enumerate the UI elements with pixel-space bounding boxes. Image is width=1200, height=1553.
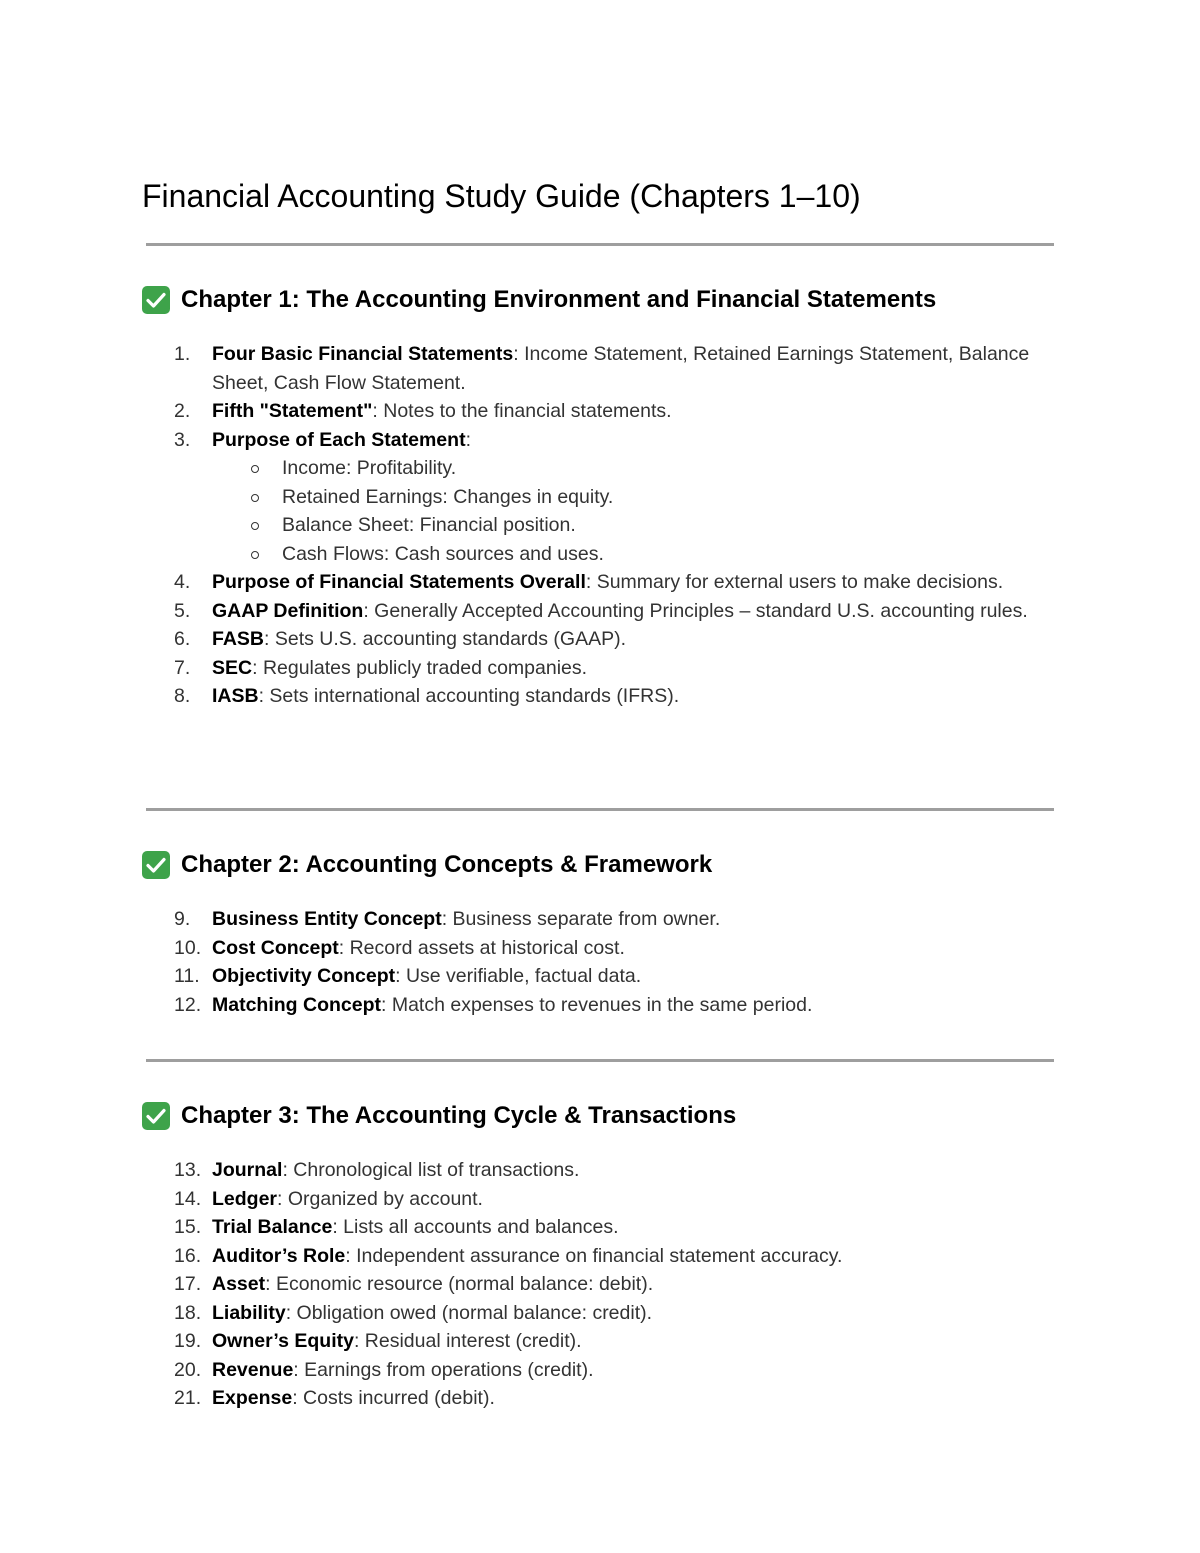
- sub-list: [212, 454, 1065, 568]
- item-term: Purpose of Each Statement: [212, 428, 466, 451]
- hollow-circle-bullet-icon: [251, 522, 259, 530]
- item-description: : Organized by account.: [277, 1187, 483, 1210]
- list-item: [0, 426, 1200, 569]
- item-description: : Summary for external users to make decisions.: [585, 571, 1004, 593]
- item-description: :: [465, 428, 471, 451]
- chapter-1-list: [0, 340, 1200, 711]
- item-term: Cost Concept: [212, 936, 339, 959]
- item-term: Trial Balance: [212, 1216, 333, 1238]
- item-description: : Record assets at historical cost.: [338, 936, 625, 959]
- item-number: 20.: [174, 1358, 202, 1381]
- divider: [146, 1059, 1054, 1062]
- item-number: 11.: [174, 965, 200, 987]
- item-number: 21.: [174, 1387, 202, 1409]
- item-term: Journal: [212, 1159, 283, 1181]
- sub-list-item: [212, 511, 1065, 540]
- item-description: : Chronological list of transactions.: [282, 1159, 580, 1181]
- item-term: Owner’s Equity: [212, 1330, 354, 1352]
- item-description: : Generally Accepted Accounting Principles – standard U.S. accounting rules.: [363, 599, 1028, 622]
- item-term: Revenue: [212, 1358, 294, 1381]
- list-item: [0, 934, 1200, 963]
- item-term: Expense: [212, 1387, 293, 1409]
- divider: [146, 808, 1054, 811]
- item-term: Business Entity Concept: [212, 908, 442, 930]
- check-mark-icon: [142, 286, 170, 314]
- list-item: [0, 597, 1200, 626]
- item-term: IASB: [212, 685, 259, 707]
- item-number: 4.: [174, 571, 191, 593]
- hollow-circle-bullet-icon: [251, 465, 259, 473]
- list-item: [0, 1185, 1200, 1214]
- list-item: [0, 1156, 1200, 1185]
- list-item: [0, 1213, 1200, 1242]
- item-number: 8.: [174, 685, 191, 707]
- list-item: [0, 1242, 1200, 1271]
- sub-item-text: Balance Sheet: Financial position.: [282, 514, 576, 536]
- list-item: [0, 1327, 1200, 1356]
- item-description: : Sets U.S. accounting standards (GAAP).: [264, 628, 627, 650]
- chapter-2-title: Chapter 2: Accounting Concepts & Framework: [181, 851, 713, 878]
- item-number: 18.: [174, 1301, 202, 1324]
- chapter-1-title: Chapter 1: The Accounting Environment and Financial Statements: [181, 286, 937, 313]
- list-item: [0, 625, 1200, 654]
- item-description: : Regulates publicly traded companies.: [252, 656, 588, 679]
- chapter-2-heading: [142, 849, 712, 881]
- item-description: : Obligation owed (normal balance: credit).: [285, 1301, 653, 1324]
- item-term: Matching Concept: [212, 993, 381, 1016]
- list-item: [0, 1356, 1200, 1385]
- hollow-circle-bullet-icon: [251, 551, 259, 559]
- item-description: : Business separate from owner.: [441, 908, 721, 930]
- item-description: : Costs incurred (debit).: [292, 1387, 495, 1409]
- item-term: Ledger: [212, 1187, 278, 1210]
- item-number: 14.: [174, 1187, 202, 1210]
- sub-item-text: Retained Earnings: Changes in equity.: [282, 485, 614, 508]
- chapter-3-heading: [142, 1100, 736, 1132]
- list-item: [0, 991, 1200, 1020]
- list-item: [0, 1270, 1200, 1299]
- item-number: 2.: [174, 400, 191, 422]
- item-term: Four Basic Financial Statements: [212, 343, 514, 365]
- item-description: : Independent assurance on financial statement accuracy.: [345, 1244, 843, 1267]
- item-number: 12.: [174, 993, 202, 1016]
- item-description: : Economic resource (normal balance: debit).: [265, 1273, 654, 1295]
- item-description: : Match expenses to revenues in the same period.: [381, 993, 813, 1016]
- sub-list-item: [212, 454, 1065, 483]
- item-term: Auditor’s Role: [212, 1244, 346, 1267]
- item-description: : Income Statement, Retained Earnings Statement, Balance Sheet, Cash Flow Statement.: [212, 343, 1030, 394]
- list-item: [0, 1384, 1200, 1413]
- item-term: SEC: [212, 656, 253, 679]
- item-number: 19.: [174, 1330, 202, 1352]
- item-term: Liability: [212, 1301, 286, 1324]
- item-number: 6.: [174, 628, 191, 650]
- check-mark-icon: [142, 851, 170, 879]
- item-description: : Notes to the financial statements.: [372, 400, 672, 422]
- item-number: 17.: [174, 1273, 202, 1295]
- item-number: 16.: [174, 1244, 202, 1267]
- item-term: GAAP Definition: [212, 599, 364, 622]
- item-number: 15.: [174, 1216, 202, 1238]
- chapter-3-list: [0, 1156, 1200, 1413]
- divider: [146, 243, 1054, 246]
- sub-item-text: Income: Profitability.: [282, 457, 457, 479]
- chapter-1-heading: [142, 284, 936, 316]
- list-item: [0, 962, 1200, 991]
- item-number: 5.: [174, 599, 191, 622]
- list-item: [0, 340, 1200, 397]
- item-description: : Sets international accounting standards (IFRS).: [258, 685, 680, 707]
- item-description: : Lists all accounts and balances.: [332, 1216, 619, 1238]
- list-item: [0, 568, 1200, 597]
- sub-item-text: Cash Flows: Cash sources and uses.: [282, 542, 604, 565]
- item-description: : Earnings from operations (credit).: [293, 1358, 594, 1381]
- chapter-3-title: Chapter 3: The Accounting Cycle & Transactions: [181, 1102, 737, 1129]
- item-term: Asset: [212, 1273, 266, 1295]
- item-number: 13.: [174, 1159, 202, 1181]
- hollow-circle-bullet-icon: [251, 494, 259, 502]
- item-description: : Use verifiable, factual data.: [395, 965, 642, 987]
- list-item: [0, 1299, 1200, 1328]
- item-number: 7.: [174, 656, 191, 679]
- item-term: Purpose of Financial Statements Overall: [212, 571, 586, 593]
- list-item: [0, 905, 1200, 934]
- check-mark-icon: [142, 1102, 170, 1130]
- sub-list-item: [212, 483, 1065, 512]
- list-item: [0, 397, 1200, 426]
- item-term: FASB: [212, 628, 265, 650]
- item-term: Fifth "Statement": [212, 400, 373, 422]
- item-number: 3.: [174, 428, 191, 451]
- chapter-2-list: [0, 905, 1200, 1019]
- item-term: Objectivity Concept: [212, 965, 396, 987]
- item-number: 9.: [174, 908, 191, 930]
- item-description: : Residual interest (credit).: [353, 1330, 582, 1352]
- document-title: Financial Accounting Study Guide (Chapters 1–10): [142, 178, 861, 214]
- sub-list-item: [212, 540, 1065, 569]
- list-item: [0, 654, 1200, 683]
- item-number: 1.: [174, 343, 191, 365]
- item-number: 10.: [174, 936, 202, 959]
- list-item: [0, 682, 1200, 711]
